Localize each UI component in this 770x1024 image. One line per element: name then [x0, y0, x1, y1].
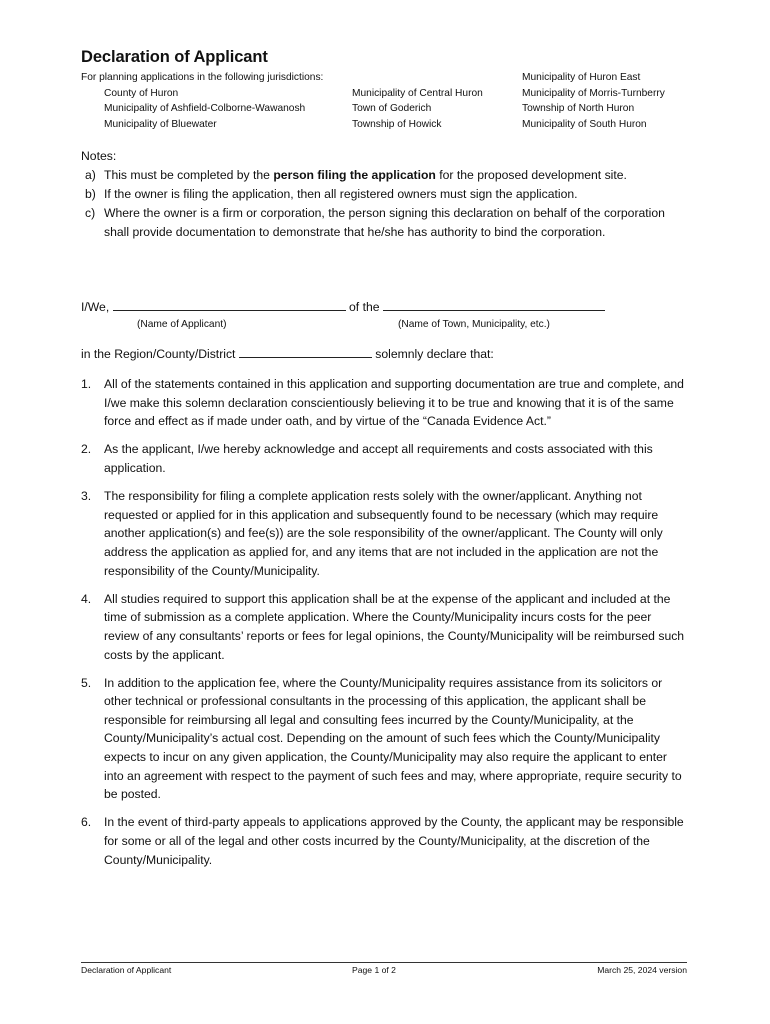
- applicant-name-caption: (Name of Applicant): [137, 319, 227, 330]
- declaration-text: All studies required to support this application shall be at the expense of the applicant and included at the time of submission as a complete application. Where the County/Municipality incurs costs for the peer review of any consultants’ reports or fees for legal opinions, the County/Municipality will be reimbursed such costs by the applicant.: [104, 591, 685, 662]
- declaration-number: 3.: [81, 489, 92, 504]
- jurisdiction-item: Municipality of Bluewater: [104, 118, 217, 130]
- jurisdiction-item: County of Huron: [104, 87, 179, 99]
- declaration-number: 1.: [81, 377, 92, 391]
- footer-version: March 25, 2024 version: [597, 965, 687, 975]
- jurisdiction-item: Township of Howick: [352, 118, 442, 130]
- jurisdiction-item: Municipality of Morris-Turnberry: [522, 87, 665, 99]
- note-text: If the owner is filing the application, then all registered owners must sign the application.: [104, 187, 578, 201]
- declaration-text: In addition to the application fee, where the County/Municipality requires assistance from its solicitors or other technical or professional consultants in the processing of this application, the applicant shall be responsible for reimbursing all legal and consulting fees incurred by the County/Municipality, at the County/Municipality’s actual cost. Depending on the amount of such fees which the County/Municipality expects to incur on any given application, the County/Municipality may also require the applicant to enter into an agreement with respect to the payment of such fees and may, where appropriate, require security to be posted.: [104, 675, 682, 802]
- declaration-item: [81, 440, 688, 477]
- note-item: [81, 166, 686, 185]
- note-label: b): [85, 187, 96, 201]
- fill-prefix: I/We,: [81, 300, 110, 314]
- region-prefix: in the Region/County/District: [81, 347, 236, 361]
- town-name-caption: (Name of Town, Municipality, etc.): [398, 319, 550, 330]
- fill-middle: of the: [349, 300, 380, 314]
- jurisdiction-item: Township of North Huron: [522, 103, 635, 114]
- note-emphasis: person filing the application: [273, 168, 436, 182]
- declaration-text: The responsibility for filing a complete application rests solely with the owner/applicant. Anything not requested or applied for in this application and subsequently found to be necessary (which may require another application(s) and fee(s)) are the sole responsibility of the owner/applicant. The County will only address the application as applied for, and any items that are not included in the application are not the responsibility of the County/Municipality.: [104, 489, 663, 578]
- jurisdiction-item: Town of Goderich: [352, 103, 432, 114]
- note-label: a): [85, 168, 96, 182]
- jurisdiction-item: Municipality of Ashfield-Colborne-Wawanosh: [104, 103, 306, 114]
- declaration-number: 2.: [81, 442, 92, 457]
- jurisdiction-item: Municipality of Huron East: [522, 72, 641, 83]
- declaration-item: [81, 674, 688, 804]
- footer-divider: [81, 962, 687, 963]
- region-fill-line: [81, 346, 494, 361]
- notes-list: [81, 166, 686, 242]
- declaration-item: [81, 487, 688, 580]
- declaration-text: In the event of third-party appeals to applications approved by the County, the applicant may be responsible for some or all of the legal and other costs incurred by the County/Municipality, at the discretion of the County/Municipality.: [104, 815, 684, 867]
- declaration-number: 6.: [81, 815, 92, 830]
- declaration-item: [81, 375, 688, 431]
- note-text: Where the owner is a firm or corporation, the person signing this declaration on behalf of the corporation shall provide documentation to demonstrate that he/she has authority to bind the corporation.: [104, 206, 665, 239]
- note-label: c): [85, 206, 96, 220]
- note-item: [81, 204, 686, 242]
- declaration-item: [81, 590, 688, 664]
- town-name-blank[interactable]: [383, 299, 605, 311]
- declaration-number: 4.: [81, 591, 92, 606]
- declaration-text: All of the statements contained in this application and supporting documentation are true and complete, and I/we make this solemn declaration conscientiously believing it to be true and knowing that it is of the same force and effect as if made under oath, and by virtue of the “Canada Evidence Act.”: [104, 377, 684, 429]
- jurisdictions-intro: For planning applications in the following jurisdictions:: [81, 72, 324, 83]
- notes-heading: Notes:: [81, 149, 117, 163]
- jurisdictions-column-2: [352, 86, 483, 133]
- note-text: This must be completed by the: [104, 168, 274, 182]
- applicant-name-blank[interactable]: [113, 299, 346, 311]
- jurisdictions-column-1: [104, 86, 305, 133]
- declaration-text: As the applicant, I/we hereby acknowledge and accept all requirements and costs associated with this application.: [104, 442, 653, 475]
- declaration-number: 5.: [81, 675, 92, 690]
- declaration-item: [81, 813, 688, 869]
- declarations-list: [81, 375, 688, 879]
- page-title: Declaration of Applicant: [81, 48, 268, 66]
- note-item: [81, 185, 686, 204]
- jurisdictions-column-3: [522, 70, 665, 132]
- footer-document-name: Declaration of Applicant: [81, 965, 172, 975]
- region-blank[interactable]: [239, 346, 372, 358]
- jurisdiction-item: Municipality of South Huron: [522, 118, 647, 130]
- note-text-end: for the proposed development site.: [435, 168, 627, 182]
- jurisdiction-item: Municipality of Central Huron: [352, 87, 483, 99]
- footer-page-number: Page 1 of 2: [352, 965, 396, 975]
- applicant-fill-line: [81, 299, 605, 314]
- jurisdictions-block: [81, 70, 701, 136]
- region-suffix: solemnly declare that:: [375, 347, 494, 361]
